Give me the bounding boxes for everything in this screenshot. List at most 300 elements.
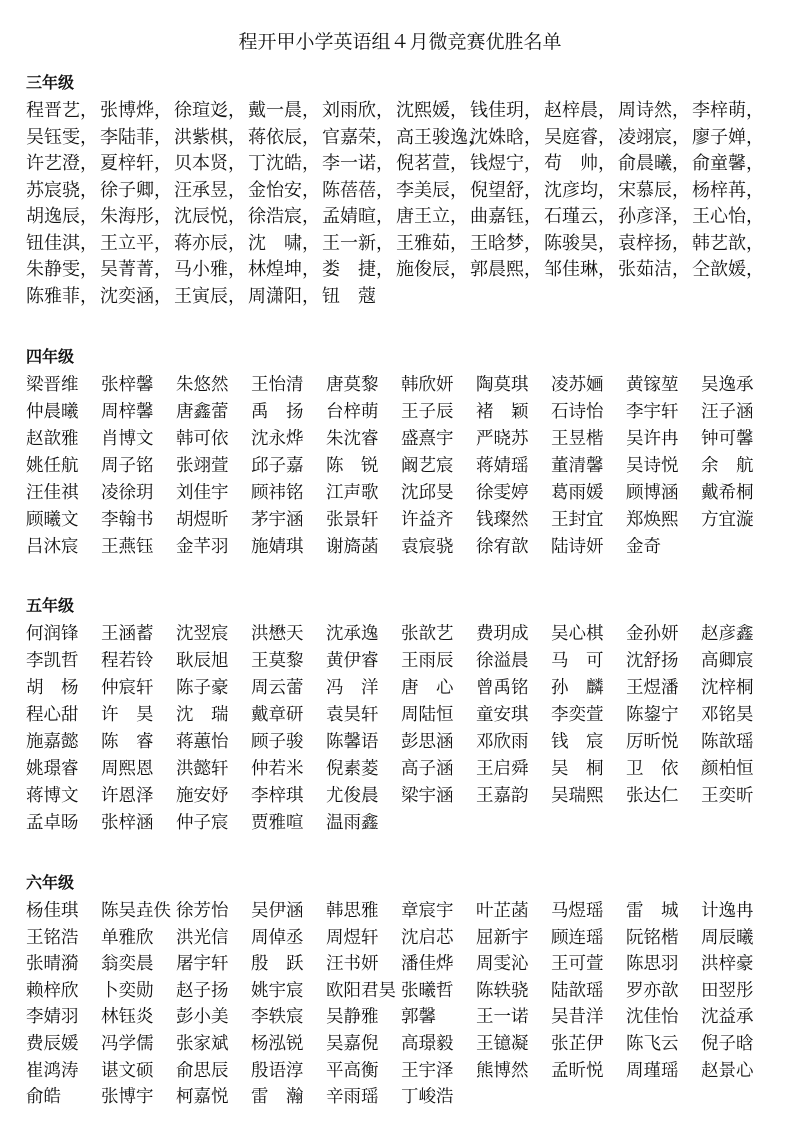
student-name: 胡逸辰，	[26, 206, 98, 227]
student-name: 郭晨熙，	[470, 259, 542, 280]
student-name: 蒋蕙怡	[176, 732, 229, 752]
grade-section-5	[26, 595, 786, 837]
name-row	[26, 507, 786, 534]
student-name: 平高衡	[326, 1060, 379, 1081]
student-name: 徐浩宸，	[248, 206, 320, 227]
student-name: 赵歆雅	[26, 429, 79, 449]
student-name: 顾连瑶	[551, 927, 604, 948]
student-name: 王心怡，	[692, 206, 764, 227]
student-name: 周诗然，	[618, 100, 690, 121]
student-name: 钮佳淇，	[26, 232, 98, 254]
student-name: 钱煜宁，	[470, 153, 542, 174]
student-name: 周瑾瑶	[626, 1060, 679, 1081]
student-name: 陈骏昊，	[544, 232, 616, 254]
name-row	[26, 98, 786, 125]
student-name: 周倬丞	[251, 927, 304, 948]
student-name: 何润锋	[26, 624, 79, 644]
student-name: 孟昕悦	[551, 1060, 604, 1081]
student-name: 俞皓	[26, 1087, 61, 1108]
student-name: 邹佳琳，	[544, 259, 616, 280]
student-name: 沈 瑞	[176, 705, 229, 725]
student-name: 王涵蓄	[101, 624, 154, 644]
student-name: 曲嘉钰，	[470, 206, 542, 227]
student-name: 马煜瑶	[551, 901, 604, 921]
name-row	[26, 257, 786, 284]
student-name: 王怡清	[251, 375, 304, 395]
name-row	[26, 426, 786, 453]
student-name: 李宇轩	[626, 402, 679, 422]
student-name: 邱子嘉	[251, 456, 304, 476]
student-name: 仲晨曦	[26, 402, 79, 422]
student-name: 高卿宸	[701, 651, 754, 671]
student-name: 张博宇	[101, 1087, 154, 1108]
student-name: 李一诺，	[322, 153, 394, 174]
student-name: 梁晋维	[26, 375, 79, 395]
student-name: 单雅欣	[101, 927, 154, 948]
name-row	[26, 284, 786, 311]
name-row	[26, 372, 786, 399]
student-name: 沈承逸	[326, 624, 379, 644]
student-name: 余 航	[701, 456, 754, 476]
name-row	[26, 231, 786, 258]
student-name: 赖梓欣	[26, 980, 79, 1001]
student-name: 沈熙媛，	[396, 100, 468, 121]
student-name: 李婧羽	[26, 1007, 79, 1028]
student-name: 张家斌	[176, 1033, 229, 1054]
student-name: 颜柏恒	[701, 759, 754, 779]
student-name: 张茹洁，	[618, 259, 690, 280]
student-name: 张翊萱	[176, 456, 229, 476]
student-name: 吴钰雯，	[26, 126, 98, 148]
student-name: 计逸冉	[701, 901, 754, 921]
student-name: 葛雨媛	[551, 483, 604, 503]
student-name: 黄镓堃	[626, 375, 679, 395]
student-name: 曾禹铭	[476, 678, 529, 698]
student-name: 唐莫黎	[326, 375, 379, 395]
student-name: 钱佳玥，	[470, 100, 542, 121]
name-row	[26, 1031, 786, 1058]
name-row	[26, 702, 786, 729]
student-name: 褚 颖	[476, 402, 529, 422]
student-name: 吴昔洋	[551, 1007, 604, 1028]
student-name: 仲宸轩	[101, 678, 154, 698]
student-name: 卫 依	[626, 759, 679, 779]
student-name: 朱海彤，	[100, 206, 172, 227]
student-name: 沈佳怡	[626, 1007, 679, 1028]
student-name: 洪梓豪	[701, 954, 754, 975]
name-row	[26, 675, 786, 702]
student-name: 高王骏逸，	[396, 126, 486, 148]
student-name: 唐王立，	[396, 206, 468, 227]
student-name: 陈飞云	[626, 1033, 679, 1054]
student-name: 金怡安，	[248, 179, 320, 201]
student-name: 程晋艺，	[26, 100, 98, 121]
student-name: 王昱楷	[551, 429, 604, 449]
student-name: 朱悠然	[176, 375, 229, 395]
student-name: 施嘉懿	[26, 732, 79, 752]
student-name: 茅宇涵	[251, 510, 304, 530]
student-name: 王铭浩	[26, 927, 79, 948]
student-name: 吴嘉倪	[326, 1033, 379, 1054]
student-name: 倪素菱	[326, 759, 379, 779]
student-name: 许 昊	[101, 705, 154, 725]
student-name: 雷 城	[626, 901, 679, 921]
student-name: 高璟毅	[401, 1033, 454, 1054]
name-row	[26, 453, 786, 480]
student-name: 王燕钰	[101, 537, 154, 557]
student-name: 方宜漩	[701, 510, 754, 530]
student-name: 戴章研	[251, 705, 304, 725]
student-name: 王可萱	[551, 954, 604, 975]
grade-heading: 三年级	[26, 73, 75, 92]
student-name: 沈舒扬	[626, 651, 679, 671]
name-row	[26, 125, 786, 152]
student-name: 吴瑞熙	[551, 786, 604, 806]
student-name: 施婧琪	[251, 537, 304, 557]
student-name: 张博烨，	[100, 100, 172, 121]
student-name: 陈吴垚佚	[101, 901, 171, 921]
student-name: 凌苏婳	[551, 375, 604, 395]
student-name: 仝歆媛，	[692, 259, 764, 280]
student-name: 倪茗萱，	[396, 153, 468, 174]
student-name: 郑焕熙	[626, 510, 679, 530]
student-name: 周子铭	[101, 456, 154, 476]
student-name: 倪望舒，	[470, 179, 542, 201]
student-name: 俞童馨，	[692, 153, 764, 174]
student-name: 洪懿轩	[176, 759, 229, 779]
student-name: 殷 跃	[251, 954, 304, 975]
student-name: 孟婧暄，	[322, 206, 394, 227]
student-name: 石瑾云，	[544, 206, 616, 227]
name-row	[26, 810, 786, 837]
student-name: 朱沈睿	[326, 429, 379, 449]
student-name: 王一诺	[476, 1007, 529, 1028]
name-row	[26, 978, 786, 1005]
student-name: 台梓萌	[326, 402, 379, 422]
name-list	[26, 98, 786, 310]
student-name: 宋慕辰，	[618, 179, 690, 201]
student-name: 沈翌宸	[176, 624, 229, 644]
student-name: 徐芳怡	[176, 901, 229, 921]
student-name: 韩可依	[176, 429, 229, 449]
student-name: 金孙妍	[626, 624, 679, 644]
student-name: 高子涵	[401, 759, 454, 779]
student-name: 王封宜	[551, 510, 604, 530]
student-name: 梁宇涵	[401, 786, 454, 806]
student-name: 沈辰悦，	[174, 206, 246, 227]
student-name: 贝本贤，	[174, 153, 246, 174]
student-name: 李轶宸	[251, 1007, 304, 1028]
student-name: 李凯哲	[26, 651, 79, 671]
student-name: 王奕昕	[701, 786, 754, 806]
name-row	[26, 178, 786, 205]
student-name: 顾曦文	[26, 510, 79, 530]
name-row	[26, 729, 786, 756]
student-name: 胡 杨	[26, 678, 79, 698]
student-name: 姚宇宸	[251, 980, 304, 1001]
student-name: 柯嘉悦	[176, 1087, 229, 1108]
student-name: 童安琪	[476, 705, 529, 725]
student-name: 徐瑄彣，	[174, 100, 246, 121]
student-name: 张芷伊	[551, 1033, 604, 1054]
student-name: 屠宇轩	[176, 954, 229, 975]
name-row	[26, 951, 786, 978]
student-name: 陆歆瑶	[551, 980, 604, 1001]
student-name: 袁昊轩	[326, 705, 379, 725]
student-name: 周梓馨	[101, 402, 154, 422]
student-name: 吴逸承	[701, 375, 754, 395]
student-name: 汪子涵	[701, 402, 754, 422]
student-name: 戴希桐	[701, 483, 754, 503]
student-name: 田翌彤	[701, 980, 754, 1001]
student-name: 韩欣妍	[401, 375, 454, 395]
student-name: 殷语淳	[251, 1060, 304, 1081]
student-name: 雷 瀚	[251, 1087, 304, 1108]
student-name: 洪懋天	[251, 624, 304, 644]
name-row	[26, 1058, 786, 1085]
student-name: 许艺澄，	[26, 153, 98, 174]
student-name: 赵景心	[701, 1060, 754, 1081]
student-name: 沈姝晗，	[470, 126, 542, 148]
student-name: 贾雅喧	[251, 813, 304, 833]
student-name: 程若铃	[101, 651, 154, 671]
student-name: 陈歆瑶	[701, 732, 754, 752]
student-name: 马 可	[551, 651, 604, 671]
student-name: 张曦哲	[401, 980, 454, 1001]
grade-section-3	[26, 72, 786, 310]
name-row	[26, 783, 786, 810]
student-name: 施俊辰，	[396, 259, 468, 280]
student-name: 唐 心	[401, 678, 454, 698]
student-name: 汪佳祺	[26, 483, 79, 503]
student-name: 陈雅菲，	[26, 285, 98, 307]
student-name: 李陆菲，	[100, 126, 172, 148]
student-name: 丁沈皓，	[248, 153, 320, 174]
student-name: 韩思雅	[326, 901, 379, 921]
student-name: 吴许冉	[626, 429, 679, 449]
student-name: 仲若米	[251, 759, 304, 779]
student-name: 赵梓晨，	[544, 100, 616, 121]
grade-heading: 六年级	[26, 873, 75, 892]
student-name: 杨泓锐	[251, 1033, 304, 1054]
student-name: 官嘉荣，	[322, 126, 394, 148]
student-name: 施安妤	[176, 786, 229, 806]
student-name: 欧阳君昊	[326, 980, 396, 1001]
student-name: 陈 锐	[326, 456, 379, 476]
name-row	[26, 898, 786, 925]
name-list	[26, 372, 786, 561]
student-name: 张景轩	[326, 510, 379, 530]
student-name: 沈启芯	[401, 927, 454, 948]
student-name: 谢旖菡	[326, 537, 379, 557]
student-name: 钮 蔻	[322, 285, 376, 307]
student-name: 张达仁	[626, 786, 679, 806]
student-name: 屈新宇	[476, 927, 529, 948]
student-name: 尤俊晨	[326, 786, 379, 806]
student-name: 严晓苏	[476, 429, 529, 449]
student-name: 周煜轩	[326, 927, 379, 948]
student-name: 孟卓旸	[26, 813, 79, 833]
student-name: 肖博文	[101, 429, 154, 449]
student-name: 陶莫琪	[476, 375, 529, 395]
student-name: 陈鋆宁	[626, 705, 679, 725]
student-name: 罗亦歆	[626, 980, 679, 1001]
student-name: 姚任航	[26, 456, 79, 476]
student-name: 徐溢晨	[476, 651, 529, 671]
name-row	[26, 534, 786, 561]
student-name: 钱璨然	[476, 510, 529, 530]
student-name: 阮铭楷	[626, 927, 679, 948]
student-name: 彭小美	[176, 1007, 229, 1028]
student-name: 唐鑫蕾	[176, 402, 229, 422]
student-name: 袁宸骁	[401, 537, 454, 557]
grade-section-6	[26, 872, 786, 1111]
student-name: 顾子骏	[251, 732, 304, 752]
student-name: 冯 洋	[326, 678, 379, 698]
student-name: 彭思涵	[401, 732, 454, 752]
student-name: 周潇阳，	[248, 285, 320, 307]
student-name: 李奕萱	[551, 705, 604, 725]
student-name: 刘雨欣，	[322, 100, 394, 121]
student-name: 刘佳宇	[176, 483, 229, 503]
student-name: 吴庭睿，	[544, 126, 616, 148]
student-name: 辛雨瑶	[326, 1087, 379, 1108]
student-name: 沈彦均，	[544, 179, 616, 201]
student-name: 董清馨	[551, 456, 604, 476]
student-name: 吴菁菁，	[100, 259, 172, 280]
student-name: 仲子宸	[176, 813, 229, 833]
student-name: 陆诗妍	[551, 537, 604, 557]
student-name: 王雅茹，	[396, 232, 468, 254]
student-name: 夏梓轩，	[100, 153, 172, 174]
student-name: 王宇泽	[401, 1060, 454, 1081]
student-name: 邓欣雨	[476, 732, 529, 752]
student-name: 陈 睿	[101, 732, 154, 752]
grade-heading: 五年级	[26, 596, 75, 615]
student-name: 陈子豪	[176, 678, 229, 698]
student-name: 徐雯婷	[476, 483, 529, 503]
student-name: 沈永烨	[251, 429, 304, 449]
name-row	[26, 151, 786, 178]
student-name: 蒋依辰，	[248, 126, 320, 148]
student-name: 叶芷菡	[476, 901, 529, 921]
student-name: 王雨辰	[401, 651, 454, 671]
student-name: 陈思羽	[626, 954, 679, 975]
student-name: 沈梓桐	[701, 678, 754, 698]
student-name: 熊博然	[476, 1060, 529, 1081]
student-name: 吴静雅	[326, 1007, 379, 1028]
name-row	[26, 925, 786, 952]
student-name: 张梓馨	[101, 375, 154, 395]
student-name: 章宸宇	[401, 901, 454, 921]
student-name: 王煜潘	[626, 678, 679, 698]
student-name: 费玥成	[476, 624, 529, 644]
student-name: 金芊羽	[176, 537, 229, 557]
student-name: 张梓涵	[101, 813, 154, 833]
student-name: 沈奕涵，	[100, 285, 172, 307]
grade-heading: 四年级	[26, 347, 75, 366]
student-name: 汪书妍	[326, 954, 379, 975]
student-name: 翁奕晨	[101, 954, 154, 975]
student-name: 杨梓苒，	[692, 179, 764, 201]
student-name: 胡煜昕	[176, 510, 229, 530]
student-name: 姚璟睿	[26, 759, 79, 779]
student-name: 朱静雯，	[26, 259, 98, 280]
student-name: 吕沐宸	[26, 537, 79, 557]
student-name: 戴一晨，	[248, 100, 320, 121]
student-name: 耿辰旭	[176, 651, 229, 671]
student-name: 苟 帅，	[544, 153, 616, 174]
student-name: 王莫黎	[251, 651, 304, 671]
name-row	[26, 1084, 786, 1111]
student-name: 冯学儒	[101, 1033, 154, 1054]
student-name: 林煌坤，	[248, 259, 320, 280]
student-name: 李翰书	[101, 510, 154, 530]
student-name: 廖子婵，	[692, 126, 764, 148]
student-name: 钱 宸	[551, 732, 604, 752]
student-name: 李美辰，	[396, 179, 468, 201]
student-name: 赵子扬	[176, 980, 229, 1001]
student-name: 凌翊宸，	[618, 126, 690, 148]
student-name: 王一新，	[322, 232, 394, 254]
name-row	[26, 399, 786, 426]
student-name: 赵彦鑫	[701, 624, 754, 644]
student-name: 崔鸿涛	[26, 1060, 79, 1081]
student-name: 费辰媛	[26, 1033, 79, 1054]
student-name: 孙 麟	[551, 678, 604, 698]
student-name: 俞思辰	[176, 1060, 229, 1081]
student-name: 石诗怡	[551, 402, 604, 422]
student-name: 王寅辰，	[174, 285, 246, 307]
student-name: 韩艺歆，	[692, 232, 764, 254]
student-name: 邓铭昊	[701, 705, 754, 725]
student-name: 凌徐玥	[101, 483, 154, 503]
student-name: 洪光信	[176, 927, 229, 948]
student-name: 徐宥歆	[476, 537, 529, 557]
student-name: 潘佳烨	[401, 954, 454, 975]
student-name: 张晴漪	[26, 954, 79, 975]
student-name: 吴伊涵	[251, 901, 304, 921]
student-name: 金奇	[626, 537, 661, 557]
student-name: 沈益承	[701, 1007, 754, 1028]
student-name: 江声歌	[326, 483, 379, 503]
student-name: 蒋亦辰，	[174, 232, 246, 254]
student-name: 卜奕勋	[101, 980, 154, 1001]
student-name: 李梓萌，	[692, 100, 764, 121]
student-name: 娄 捷，	[322, 259, 394, 280]
student-name: 陈蓓蓓，	[322, 179, 394, 201]
student-name: 马小雅，	[174, 259, 246, 280]
student-name: 黄伊睿	[326, 651, 379, 671]
student-name: 王晗梦，	[470, 232, 542, 254]
student-name: 吴心棋	[551, 624, 604, 644]
student-name: 王子辰	[401, 402, 454, 422]
student-name: 杨佳琪	[26, 901, 79, 921]
student-name: 洪紫棋，	[174, 126, 246, 148]
student-name: 王镱凝	[476, 1033, 529, 1054]
student-name: 吴诗悦	[626, 456, 679, 476]
student-name: 许恩泽	[101, 786, 154, 806]
student-name: 周雯沁	[476, 954, 529, 975]
student-name: 苏宸骁，	[26, 179, 98, 201]
student-name: 王启舜	[476, 759, 529, 779]
student-name: 程心甜	[26, 705, 79, 725]
name-row	[26, 648, 786, 675]
student-name: 沈 啸，	[248, 232, 320, 254]
student-name: 温雨鑫	[326, 813, 379, 833]
student-name: 王嘉韵	[476, 786, 529, 806]
name-row	[26, 756, 786, 783]
